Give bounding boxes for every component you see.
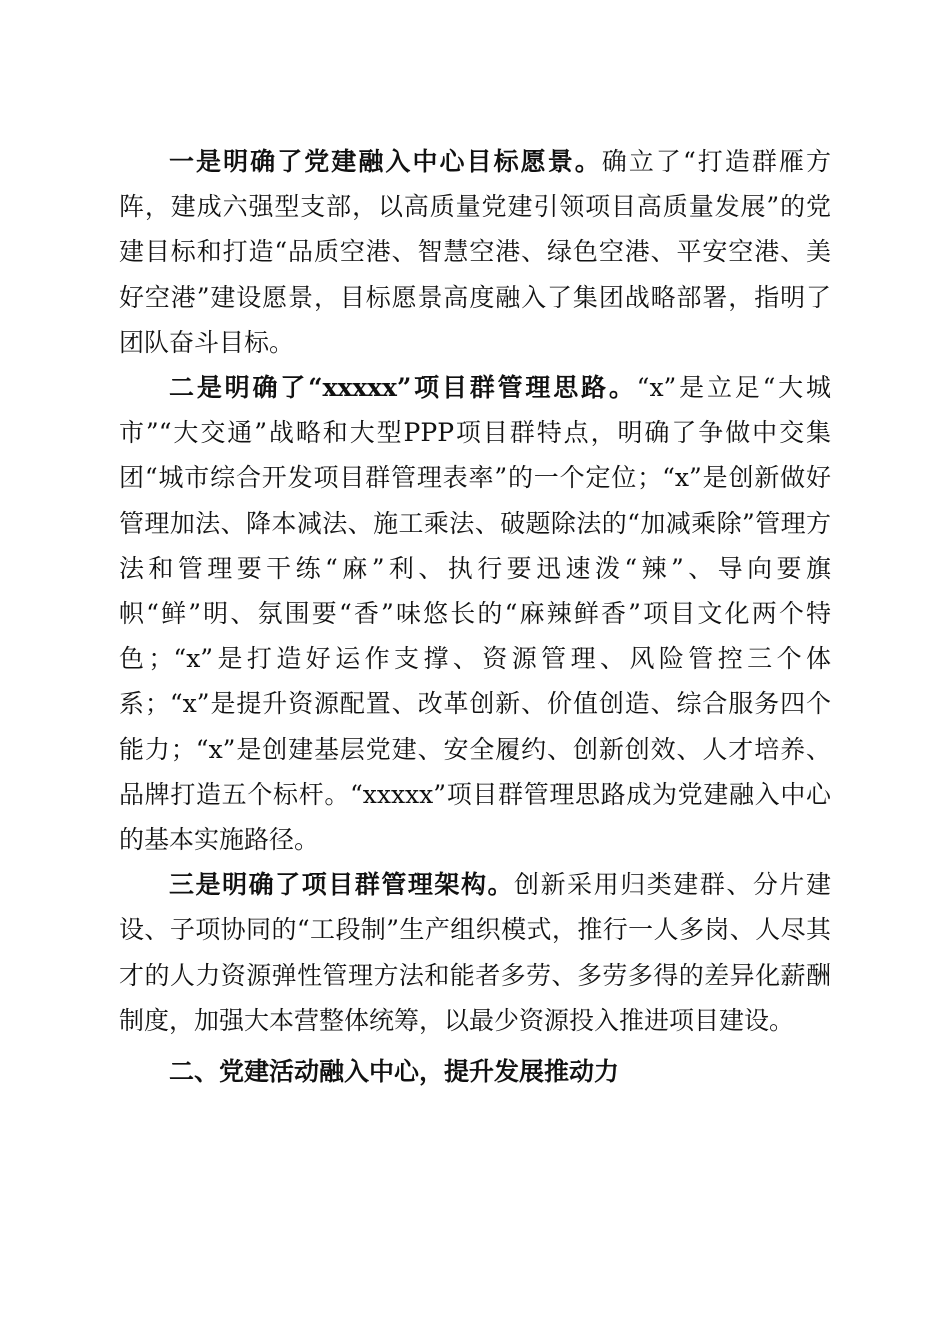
paragraph-goal-vision [119,139,831,365]
paragraph-lead: 二是明确了“xxxxx”项目群管理思路。 [169,373,637,403]
paragraph-lead: 一是明确了党建融入中心目标愿景。 [169,147,602,176]
paragraph-lead: 三是明确了项目群管理架构。 [169,870,515,900]
document-body [119,139,831,1094]
paragraph-body: 确立了“打造群雁方阵，建成六强型支部，以高质量党建引领项目高质量发展”的党建目标和打造“品质空港、智慧空港、绿色空港、平安空港、美好空港”建设愿景，目标愿景高度融入了集团战略部署，指明了团队奋斗目标。 [119,147,831,357]
paragraph-management-approach [119,365,831,862]
section-heading: 二、党建活动融入中心，提升发展推动力 [169,1057,620,1087]
paragraph-management-structure [119,862,831,1043]
paragraph-body: “x”是立足“大城市”“大交通”战略和大型PPP项目群特点，明确了争做中交集团“城市综合开发项目群管理表率”的一个定位；“x”是创新做好管理加法、降本减法、施工乘法、破题除法的“加减乘除”管理方法和管理要干练“麻”利、执行要迅速泼“辣”、导向要旗帜“鲜”明、氛围要“香”味悠长的“麻辣鲜香”项目文化两个特色；“x”是打造好运作支撑、资源管理、风险管控三个体系；“x”是提升资源配置、改革创新、价值创造、综合服务四个能力；“x”是创建基层党建、安全履约、创新创效、人才培养、品牌打造五个标杆。“xxxxx”项目群管理思路成为党建融入中心的基本实施路径。 [119,373,831,855]
paragraph-body: 创新采用归类建群、分片建设、子项协同的“工段制”生产组织模式，推行一人多岗、人尽其才的人力资源弹性管理方法和能者多劳、多劳多得的差异化薪酬制度，加强大本营整体统筹，以最少资源投入推进项目建设。 [119,870,831,1035]
